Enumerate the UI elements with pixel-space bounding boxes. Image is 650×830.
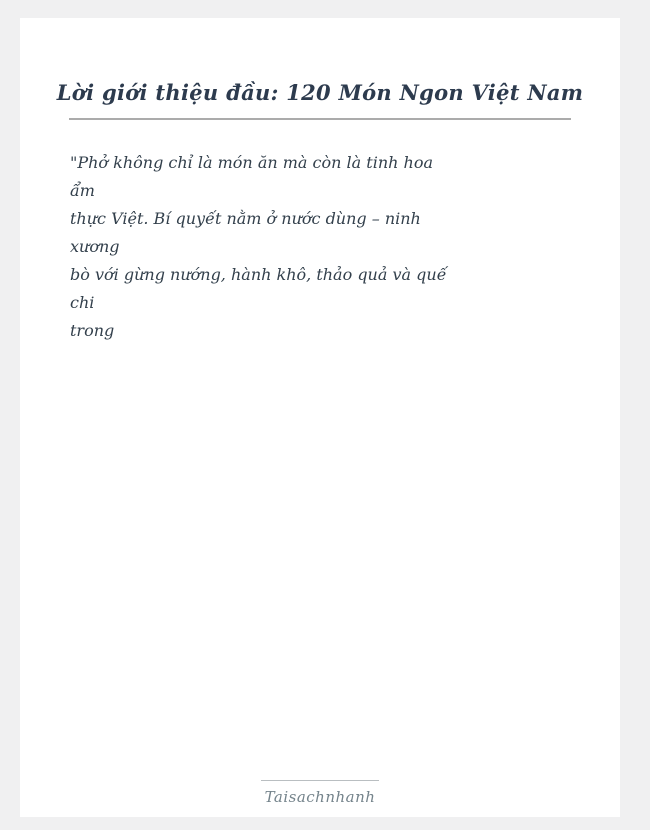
body-line: thực Việt. Bí quyết nằm ở nước dùng – ninh	[70, 209, 421, 228]
page-title: Lời giới thiệu đầu: 120 Món Ngon Việt Nam	[56, 80, 584, 105]
body-paragraph	[70, 149, 572, 345]
body-line: chi	[70, 293, 95, 312]
body-line: xương	[70, 237, 120, 256]
body-line: bò với gừng nướng, hành khô, thảo quả và quế	[70, 265, 447, 284]
body-line: ẩm	[70, 181, 95, 200]
footer-brand-label: Taisachnhanh	[264, 788, 376, 806]
page-footer	[20, 780, 620, 806]
document-page	[20, 18, 620, 817]
body-line: trong	[70, 321, 115, 340]
footer-divider	[261, 780, 379, 781]
body-line: "Phở không chỉ là món ăn mà còn là tinh hoa	[70, 153, 433, 172]
title-divider	[69, 118, 571, 120]
